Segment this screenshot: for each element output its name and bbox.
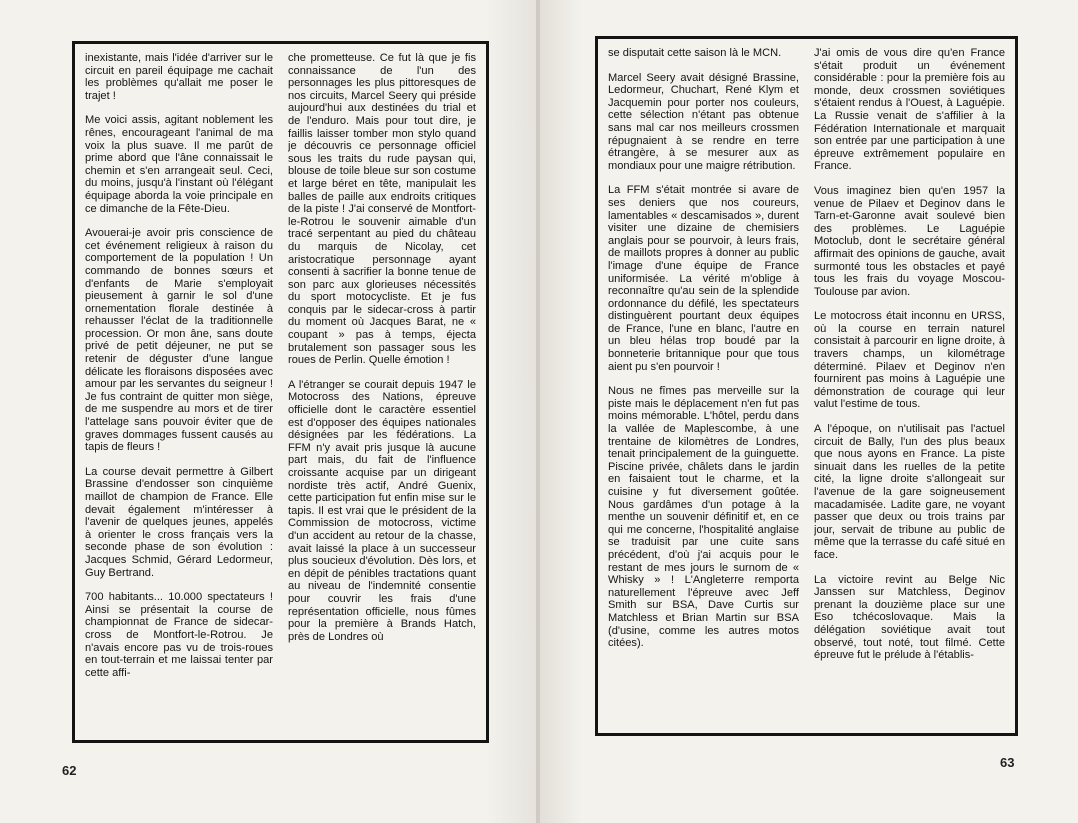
paragraph: Marcel Seery avait désigné Brassine, Ledormeur, Chuchart, René Klym et Jacquemin pour porter nos couleurs, cette sélection n'étant pas obtenue sans mal car nos meilleurs crossmen répugnaient à se rendre en terre étrangère, à se mesurer aux as mondiaux pour une maigre rétribution. [608, 71, 799, 172]
right-column-1 [608, 47, 799, 725]
left-text-frame [72, 41, 489, 743]
book-gutter [536, 0, 540, 823]
right-column-2 [814, 47, 1005, 725]
paragraph: La victoire revint au Belge Nic Janssen sur Matchless, Deginov prenant la douzième place sur une Eso tchécoslovaque. Mais la délégation soviétique avait tout observé, tout noté, tout filmé. Cette épreuve fut le prélude à l'établis- [814, 573, 1005, 662]
right-text-frame [595, 36, 1018, 736]
page-number-right: 63 [1000, 755, 1015, 770]
paragraph: 700 habitants... 10.000 spectateurs ! Ainsi se présentait la course de championnat de France de sidecar-cross de Montfort-le-Rotrou. Je n'avais encore pas vu de trois-roues en tout-terrain et me laissai tenter par cette affi- [85, 591, 273, 679]
paragraph: Avouerai-je avoir pris conscience de cet événement religieux à raison du comportement de la population ! Un commando de bonnes sœurs et d'enfants de Marie s'employait pieusement à garnir le sol d'une ornementation florale destinée à rehausser l'éclat de la traditionnelle procession. Or mon âne, sans doute privé de petit déjeuner, ne put se retenir de déguster d'une langue délicate les floraisons disposées avec amour par les servantes du seigneur ! Je fus contraint de quitter mon siège, de me suspendre au mors et de tirer l'attelage sans pouvoir éviter que de graves dommages fussent causés au tapis de fleurs ! [85, 227, 273, 454]
paragraph: La course devait permettre à Gilbert Brassine d'endosser son cinquième maillot de champion de France. Elle devait également m'intéresser à l'avenir de quelques jeunes, appelés à orienter le cross français vers la seconde phase de son évolution : Jacques Schmid, Gérard Ledormeur, Guy Bertrand. [85, 465, 273, 579]
paragraph: inexistante, mais l'idée d'arriver sur le circuit en pareil équipage me cachait les problèmes qu'allait me poser le trajet ! [85, 52, 273, 102]
paragraph: che prometteuse. Ce fut là que je fis connaissance de l'un des personnages les plus pittoresques de nos circuits, Marcel Seery qui préside aujourd'hui aux destinées du trial et de l'enduro. Mais pour tout dire, je faillis laisser tomber mon stylo quand je découvris ce personnage officiel sous les traits du rude paysan qui, blouse de toile bleue sur son costume et large béret en tête, manipulait les balles de paille aux endroits critiques de la piste ! J'ai conservé de Montfort-le-Rotrou le souvenir aimable d'un tracé serpentant au pied du château du marquis de Nicolay, cet aristocratique personnage ayant consenti à sacrifier la bonne tenue de son parc aux glorieuses nécessités du sport motocycliste. Et je fus conquis par le sidecar-cross à partir du moment où Jacques Barat, ne « coupant » pas à temps, éjecta brutalement son passager sous les roues de Perlin. Quelle émotion ! [288, 52, 476, 367]
paragraph: A l'étranger se courait depuis 1947 le Motocross des Nations, épreuve officielle dont le caractère essentiel est d'opposer des équipes nationales désignées par les fédérations. La FFM n'y avait pris jusque là aucune part mais, du fait de l'influence croissante acquise par un dirigeant nordiste très actif, André Guenix, cette participation fut enfin mise sur le tapis. Il est vrai que le président de la Commission de motocross, victime d'un accident au retour de la chasse, avait laissé la place à un successeur plus soucieux d'évolution. Dès lors, et en dépit de pénibles tractations quant au niveau de l'indemnité consentie pour couvrir les frais d'une représentation officielle, nous fûmes pour la première à Brands Hatch, près de Londres où [288, 378, 476, 643]
paragraph: La FFM s'était montrée si avare de ses deniers que nos coureurs, lamentables « descamisados », durent visiter une dizaine de chemisiers anglais pour se pourvoir, à leurs frais, de maillots propres à donner au public l'image d'une équipe de France uniformisée. La vérité m'oblige à reconnaître qu'au sein de la splendide ordonnance du défilé, les spectateurs distinguèrent pourtant deux équipes de France, l'une en blanc, l'autre en un bleu hélas trop boudé par la bonneterie britannique pour que tous aient pu s'en pourvoir ! [608, 184, 799, 373]
paragraph: Nous ne fîmes pas merveille sur la piste mais le déplacement n'en fut pas moins mémorable. L'hôtel, perdu dans la vallée de Maplescombe, à une trentaine de kilomètres de Londres, tenait principalement de la guinguette. Piscine privée, châlets dans le jardin en faisaient tout le charme, et la cuisine y fut diversement goûtée. Nous gardâmes d'un potage à la menthe un souvenir définitif et, en ce qui me concerne, l'hospitalité anglaise se traduisit par une cuite sans précédent, d'où j'ai acquis pour le restant de mes jours le surnom de « Whisky » ! L'Angleterre remporta naturellement l'épreuve avec Jeff Smith sur BSA, Dave Curtis sur Matchless et Brian Martin sur BSA (d'usine, comme les autres motos citées). [608, 385, 799, 650]
paragraph: se disputait cette saison là le MCN. [608, 47, 782, 59]
paragraph: Vous imaginez bien qu'en 1957 la venue de Pilaev et Deginov dans le Tarn-et-Garonne avait soulevé bien des problèmes. Le Laguépie Motoclub, dont le secrétaire général affirmait des opinions de gauche, avait surmonté tous les obstacles et payé tous les frais du voyage Moscou-Toulouse par avion. [814, 184, 1005, 298]
paragraph: Me voici assis, agitant noblement les rênes, encourageant l'animal de ma voix la plus suave. Il me parût de prime abord que l'âne connaissait le chemin et s'en arrangeait seul. Ceci, du moins, jusqu'à l'instant où l'élégant équipage aborda la voie principale en ce dimanche de la Fête-Dieu. [85, 114, 273, 215]
paragraph: J'ai omis de vous dire qu'en France s'était produit un événement considérable : pour la première fois au monde, deux crossmen soviétiques s'étaient rendus à l'Ouest, à Laguépie. La Russie venait de s'affilier à la Fédération Internationale et marquait son entrée par une participation à une épreuve extrêmement populaire en France. [814, 47, 1005, 173]
paragraph: Le motocross était inconnu en URSS, où la course en terrain naturel consistait à parcourir en ligne droite, à travers champs, un kilométrage déterminé. Pilaev et Deginov n'en fournirent pas moins à Laguépie une démonstration de courage qui leur valut l'estime de tous. [814, 310, 1005, 411]
left-column-2 [288, 52, 476, 732]
page-number-left: 62 [62, 763, 77, 778]
paragraph: A l'époque, on n'utilisait pas l'actuel circuit de Bally, l'un des plus beaux que nous ayons en France. La piste sinuait dans les ruelles de la petite cité, la ligne droite s'allongeait sur l'avenue de la gare soigneusement macadamisée. Ladite gare, ne voyant passer que deux ou trois trains par jour, servait de tribune au public de même que la terrasse du café situé en face. [814, 423, 1005, 561]
left-column-1 [85, 52, 273, 732]
